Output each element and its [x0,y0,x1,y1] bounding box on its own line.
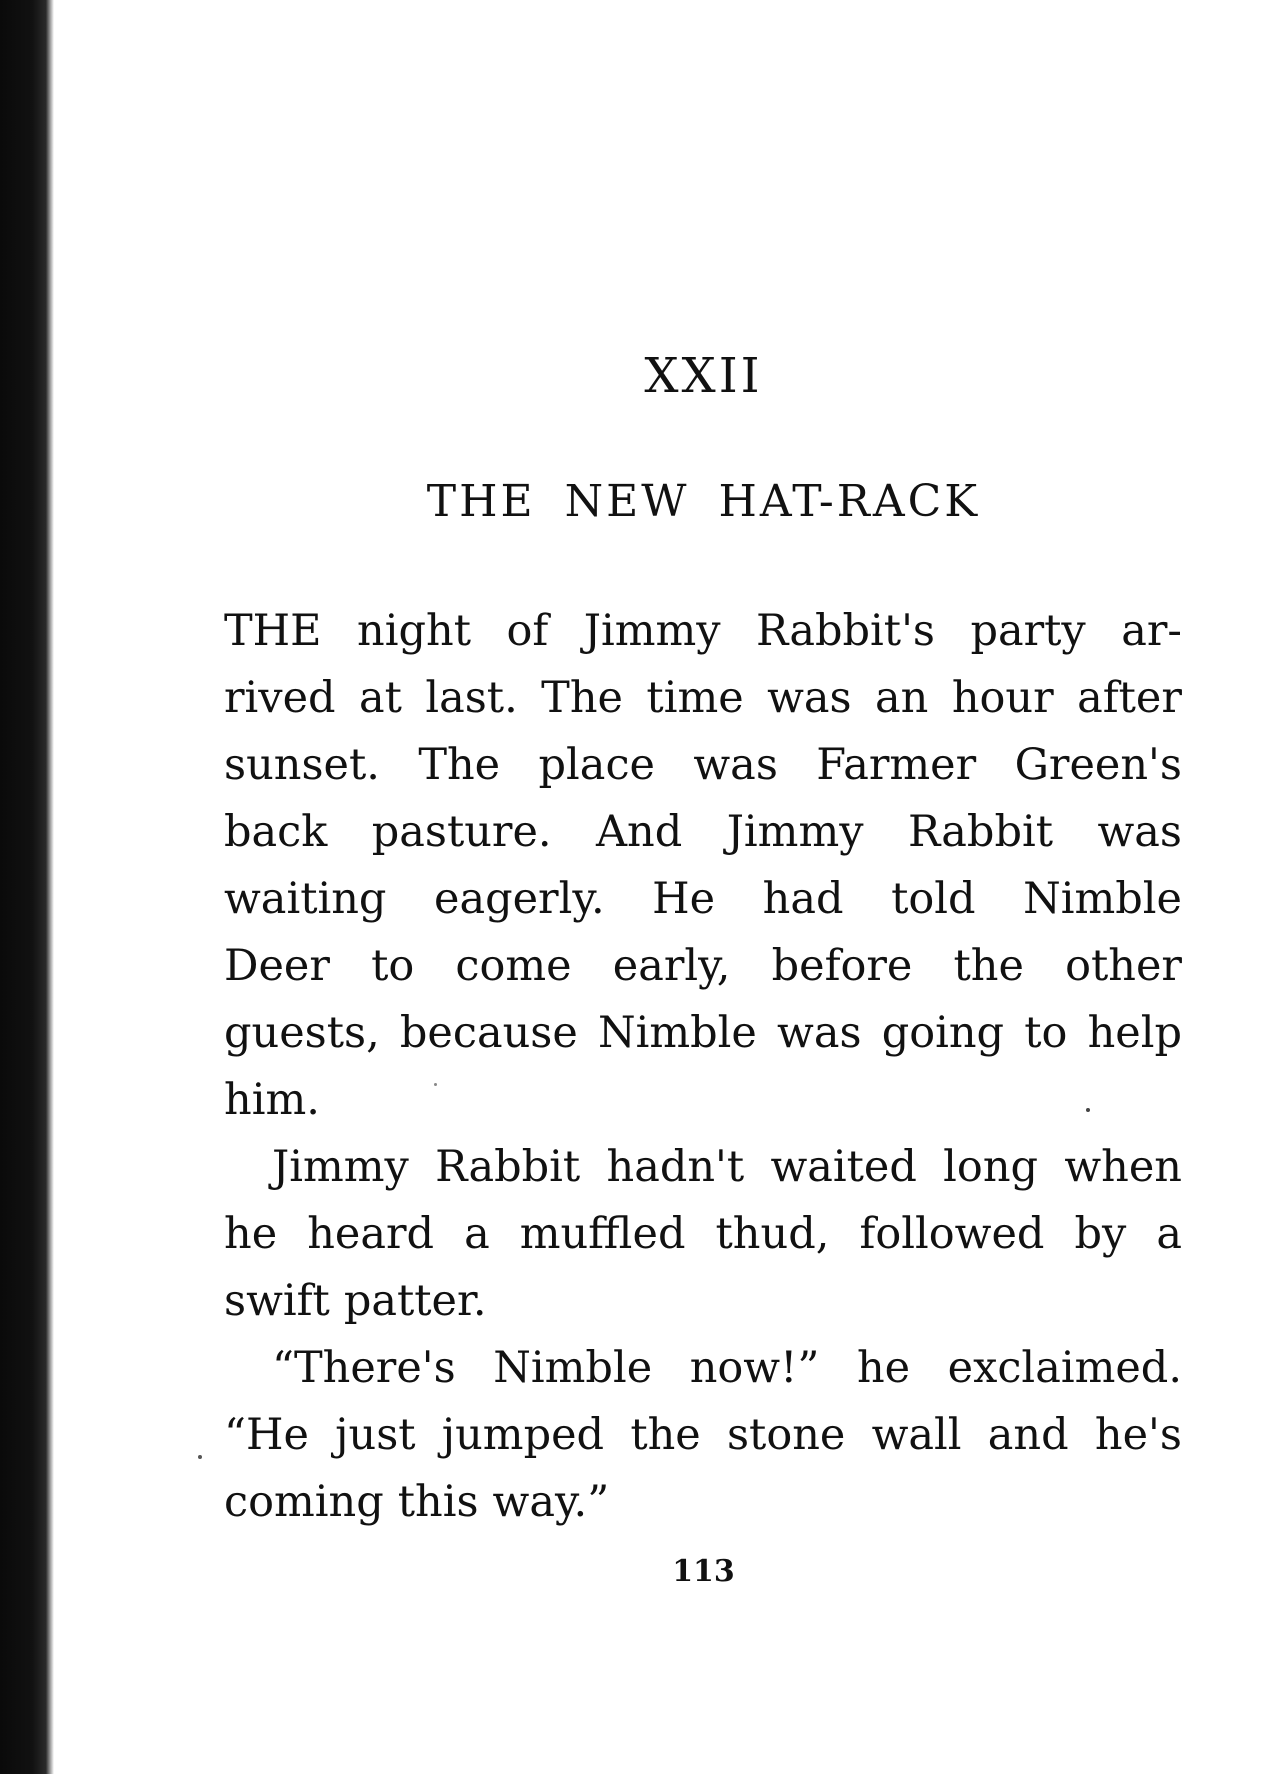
word: exclaimed. [947,1343,1182,1393]
word: He [652,874,716,924]
word: followed [859,1209,1045,1259]
text-line [224,1201,1182,1268]
word: hadn't [606,1142,745,1192]
text-line [224,1469,1182,1536]
word: this [397,1477,479,1527]
word: when [1064,1142,1182,1192]
word: pasture. [371,807,552,857]
word: “He [224,1410,309,1460]
word: before [771,941,913,991]
word: jumped [441,1410,605,1460]
body-text [224,598,1182,1536]
word: wall [871,1410,962,1460]
text-line [224,1134,1182,1201]
text-line [224,1402,1182,1469]
word: eagerly. [434,874,605,924]
word: Rabbit's [756,606,935,656]
word: an [875,673,929,723]
text-line [224,933,1182,1000]
word: coming [224,1477,384,1527]
word: guests, [224,1008,380,1058]
word: come [455,941,572,991]
word: patter. [343,1276,487,1326]
word: party [970,606,1086,656]
word: early, [612,941,731,991]
word: Deer [224,941,330,991]
word: hour [951,673,1054,723]
word: now!” [689,1343,820,1393]
word: was [777,1008,862,1058]
word: was [693,740,778,790]
text-line [224,1067,1182,1134]
word: a [1156,1209,1182,1259]
word: going [881,1008,1005,1058]
text-line [224,799,1182,866]
word: Rabbit [907,807,1054,857]
word: waiting [224,874,387,924]
word: night [357,606,471,656]
word: him. [224,1075,320,1125]
word: muffled [519,1209,686,1259]
text-line [224,1268,1182,1335]
word: heard [307,1209,435,1259]
word: rived [224,673,336,723]
word: thud, [715,1209,830,1259]
word: “There's [272,1343,456,1393]
word: back [224,807,328,857]
word: Farmer [816,740,977,790]
scan-speck [1086,1108,1090,1112]
word: had [762,874,844,924]
word: Nimble [1023,874,1182,924]
word: after [1077,673,1182,723]
scan-speck [434,1083,437,1086]
word: and [987,1410,1069,1460]
word: the [953,941,1024,991]
word: Jimmy [726,807,864,857]
word: waited [770,1142,917,1192]
word: other [1065,941,1182,991]
word: last. [425,673,518,723]
word: time [646,673,744,723]
word: to [371,941,415,991]
word: sunset. [224,740,380,790]
word: Jimmy [272,1142,409,1192]
word: of [506,606,549,656]
word: help [1087,1008,1182,1058]
word: he's [1094,1410,1182,1460]
word: THE [224,606,322,656]
page-number: 113 [672,1554,735,1589]
word: Rabbit [435,1142,581,1192]
word: because [399,1008,578,1058]
text-line [224,665,1182,732]
text-line [224,1335,1182,1402]
chapter-number: XXII [644,348,763,404]
word: just [335,1410,416,1460]
word: he [224,1209,278,1259]
word: The [541,673,623,723]
word: to [1024,1008,1068,1058]
text-line [224,866,1182,933]
word: at [359,673,402,723]
word: stone [726,1410,846,1460]
word: long [943,1142,1039,1192]
text-line [224,732,1182,799]
word: was [767,673,852,723]
text-line [224,1000,1182,1067]
word: the [630,1410,701,1460]
word: Nimble [597,1008,757,1058]
word: Green's [1014,740,1182,790]
word: was [1097,807,1182,857]
word: told [891,874,976,924]
text-line [224,598,1182,665]
word: by [1074,1209,1127,1259]
word: Jimmy [583,606,721,656]
word: he [856,1343,911,1393]
word: ar- [1121,606,1182,656]
word: way.” [492,1477,610,1527]
scan-speck [198,1455,202,1459]
word: Nimble [493,1343,653,1393]
word: The [418,740,501,790]
word: place [538,740,655,790]
word: And [596,807,683,857]
chapter-title: THE NEW HAT-RACK [426,476,981,527]
word: swift [224,1276,330,1326]
word: a [464,1209,490,1259]
